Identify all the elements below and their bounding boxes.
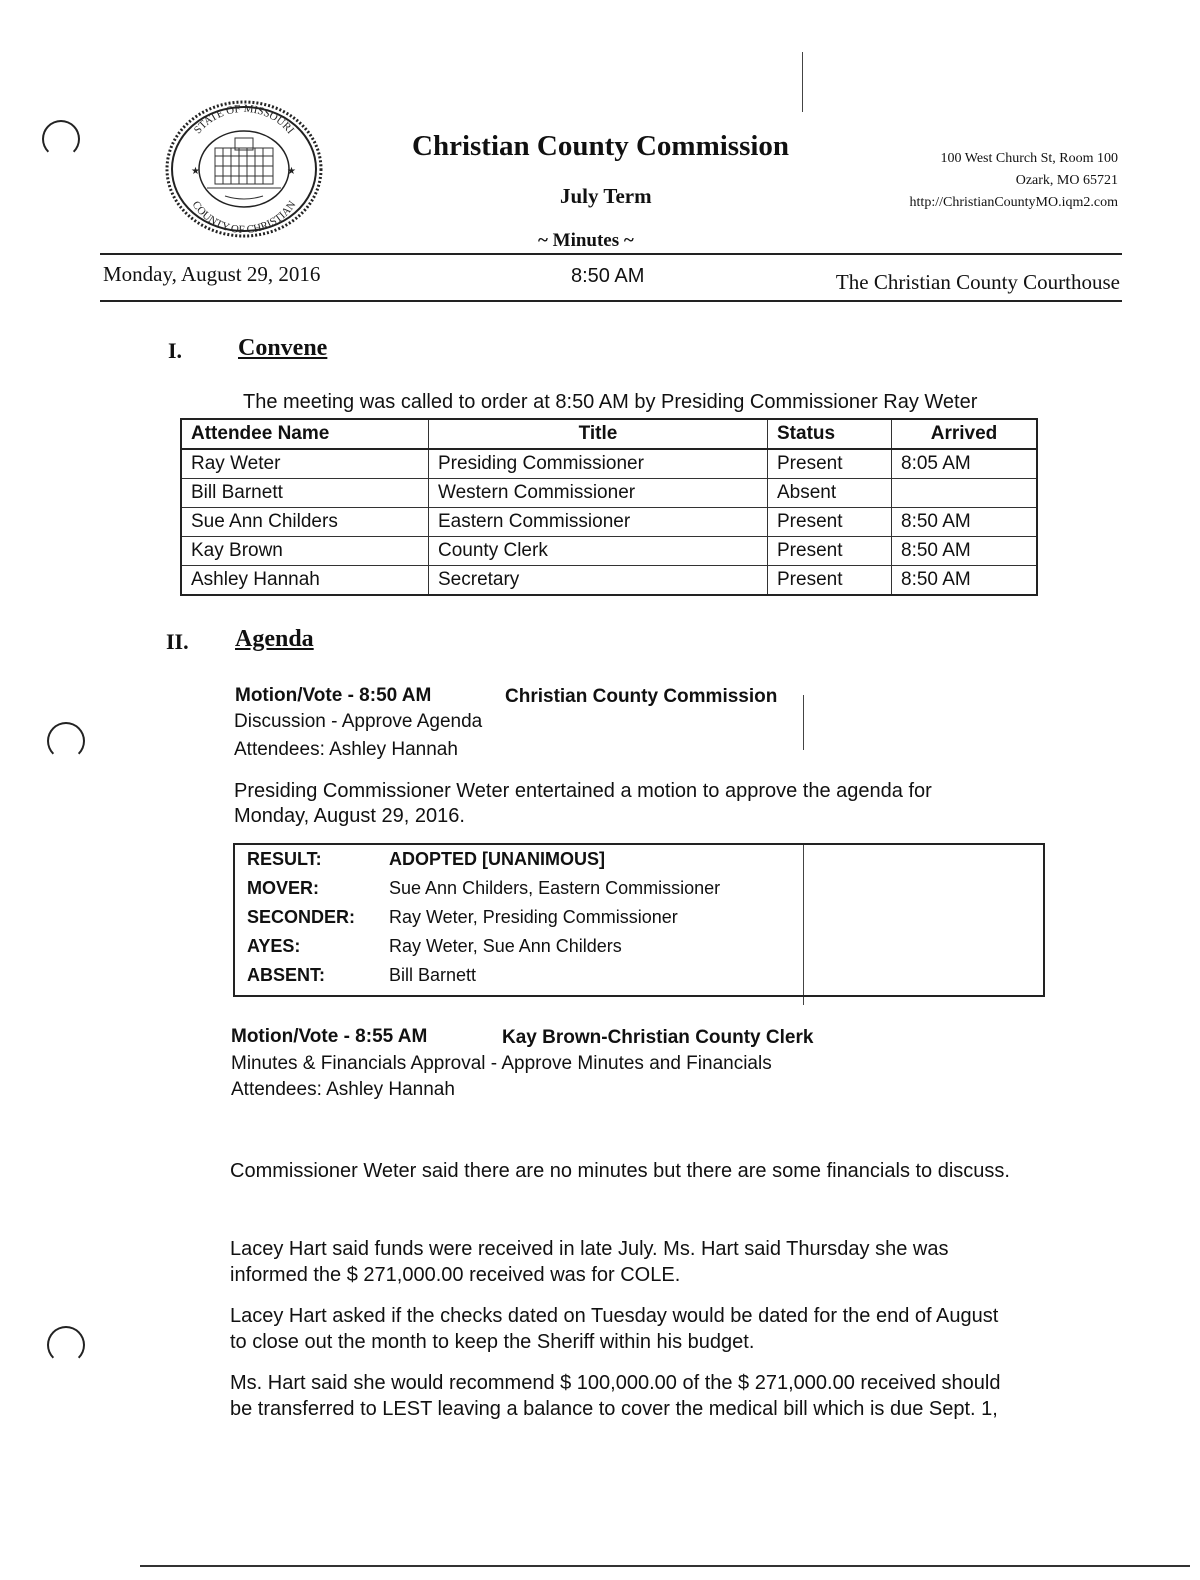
mover-label: MOVER: [247, 878, 319, 898]
attendee-arrived: 8:50 AM [892, 537, 1038, 566]
agenda-text-line-2: Monday, August 29, 2016. [234, 805, 465, 827]
seconder-label: SECONDER: [247, 907, 356, 927]
absent-label: ABSENT: [247, 965, 326, 985]
motion-owner-2: Kay Brown-Christian County Clerk [502, 1027, 814, 1048]
mover-value: Sue Ann Childers, Eastern Commissioner [389, 878, 721, 898]
table-row [181, 479, 1037, 508]
table-row [181, 449, 1037, 479]
scan-mark [802, 52, 803, 112]
section-title-agenda: Agenda [235, 626, 314, 652]
motion-vote-1: Motion/Vote - 8:50 AM [235, 685, 432, 706]
attendee-arrived [892, 479, 1038, 508]
vote-ayes-row [247, 936, 622, 957]
punch-hole-bottom [47, 1326, 85, 1364]
ayes-value: Ray Weter, Sue Ann Childers [389, 936, 622, 956]
result-value: ADOPTED [UNANIMOUS] [389, 849, 605, 869]
address-block [910, 148, 1118, 214]
absent-value: Bill Barnett [389, 965, 477, 985]
attendee-name: Ray Weter [181, 449, 429, 479]
vote-absent-row [247, 965, 476, 986]
attendees-2: Attendees: Ashley Hannah [231, 1079, 455, 1100]
col-header-arrived: Arrived [892, 419, 1038, 449]
paragraph-financials: Commissioner Weter said there are no minutes but there are some financials to discuss. [230, 1160, 1010, 1182]
header-rule-bottom [100, 300, 1122, 302]
table-row [181, 508, 1037, 537]
vote-result-box [233, 843, 1045, 997]
attendee-name: Sue Ann Childers [181, 508, 429, 537]
attendee-arrived: 8:50 AM [892, 508, 1038, 537]
paragraph-transfer-line-2: be transferred to LEST leaving a balance to cover the medical bill which is due Sept. 1, [230, 1398, 998, 1420]
header-rule-top [100, 253, 1122, 255]
section-title-convene: Convene [238, 335, 328, 361]
attendance-header-row [181, 419, 1037, 449]
attendees-1: Attendees: Ashley Hannah [234, 739, 458, 760]
attendee-name: Ashley Hannah [181, 566, 429, 596]
attendee-status: Present [768, 537, 892, 566]
address-line-2: Ozark, MO 65721 [1015, 173, 1118, 188]
svg-text:★: ★ [287, 166, 296, 177]
motion-vote-2: Motion/Vote - 8:55 AM [231, 1026, 428, 1047]
vote-result-row [247, 849, 605, 870]
table-row [181, 537, 1037, 566]
minutes-label: ~ Minutes ~ [538, 230, 634, 251]
website-link[interactable]: http://ChristianCountyMO.iqm2.com [909, 195, 1118, 210]
attendee-name: Kay Brown [181, 537, 429, 566]
agenda-text-line-1: Presiding Commissioner Weter entertained a motion to approve the agenda for [234, 780, 932, 802]
section-number-convene: I. [168, 338, 183, 363]
county-seal-logo [165, 100, 323, 238]
section-number-agenda: II. [166, 629, 189, 654]
paragraph-funds-line-1: Lacey Hart said funds were received in late July. Ms. Hart said Thursday she was [230, 1238, 949, 1260]
attendee-name: Bill Barnett [181, 479, 429, 508]
punch-hole-middle [47, 722, 85, 760]
vote-mover-row [247, 878, 720, 899]
attendee-arrived: 8:05 AM [892, 449, 1038, 479]
paragraph-checks-line-2: to close out the month to keep the Sheriff within his budget. [230, 1331, 755, 1353]
meeting-date: Monday, August 29, 2016 [103, 262, 321, 286]
paragraph-checks-line-1: Lacey Hart asked if the checks dated on Tuesday would be dated for the end of August [230, 1305, 999, 1327]
attendee-title: Presiding Commissioner [429, 449, 768, 479]
scan-mark [803, 695, 804, 750]
seal-bottom-text: COUNTY OF CHRISTIAN [189, 198, 299, 237]
attendee-status: Present [768, 449, 892, 479]
motion-owner-1: Christian County Commission [505, 686, 778, 707]
paragraph-transfer-line-1: Ms. Hart said she would recommend $ 100,000.00 of the $ 271,000.00 received should [230, 1372, 1001, 1394]
address-line-1: 100 West Church St, Room 100 [940, 151, 1118, 166]
attendee-title: Eastern Commissioner [429, 508, 768, 537]
col-header-title: Title [429, 419, 768, 449]
attendee-title: Western Commissioner [429, 479, 768, 508]
attendee-title: Secretary [429, 566, 768, 596]
ayes-label: AYES: [247, 936, 301, 956]
attendee-status: Absent [768, 479, 892, 508]
commission-title: Christian County Commission [412, 130, 790, 162]
meeting-time: 8:50 AM [571, 265, 645, 287]
convene-text: The meeting was called to order at 8:50 AM by Presiding Commissioner Ray Weter [243, 391, 978, 413]
result-label: RESULT: [247, 849, 322, 869]
attendee-title: County Clerk [429, 537, 768, 566]
svg-text:★: ★ [191, 166, 200, 177]
punch-hole-top [42, 120, 80, 158]
attendee-status: Present [768, 566, 892, 596]
vote-seconder-row [247, 907, 678, 928]
col-header-status: Status [768, 419, 892, 449]
paragraph-funds-line-2: informed the $ 271,000.00 received was for COLE. [230, 1264, 681, 1286]
seal-top-text: STATE OF MISSOURI [191, 102, 297, 137]
attendance-table [180, 418, 1038, 596]
page-bottom-rule [140, 1565, 1190, 1567]
col-header-attendee-name: Attendee Name [181, 419, 429, 449]
term-label: July Term [560, 184, 652, 208]
discussion-1: Discussion - Approve Agenda [234, 711, 483, 732]
discussion-2: Minutes & Financials Approval - Approve Minutes and Financials [231, 1053, 772, 1074]
attendee-arrived: 8:50 AM [892, 566, 1038, 596]
seconder-value: Ray Weter, Presiding Commissioner [389, 907, 678, 927]
meeting-location: The Christian County Courthouse [835, 270, 1120, 294]
attendee-status: Present [768, 508, 892, 537]
table-row [181, 566, 1037, 596]
svg-text:COUNTY OF CHRISTIAN [190, 199, 299, 236]
